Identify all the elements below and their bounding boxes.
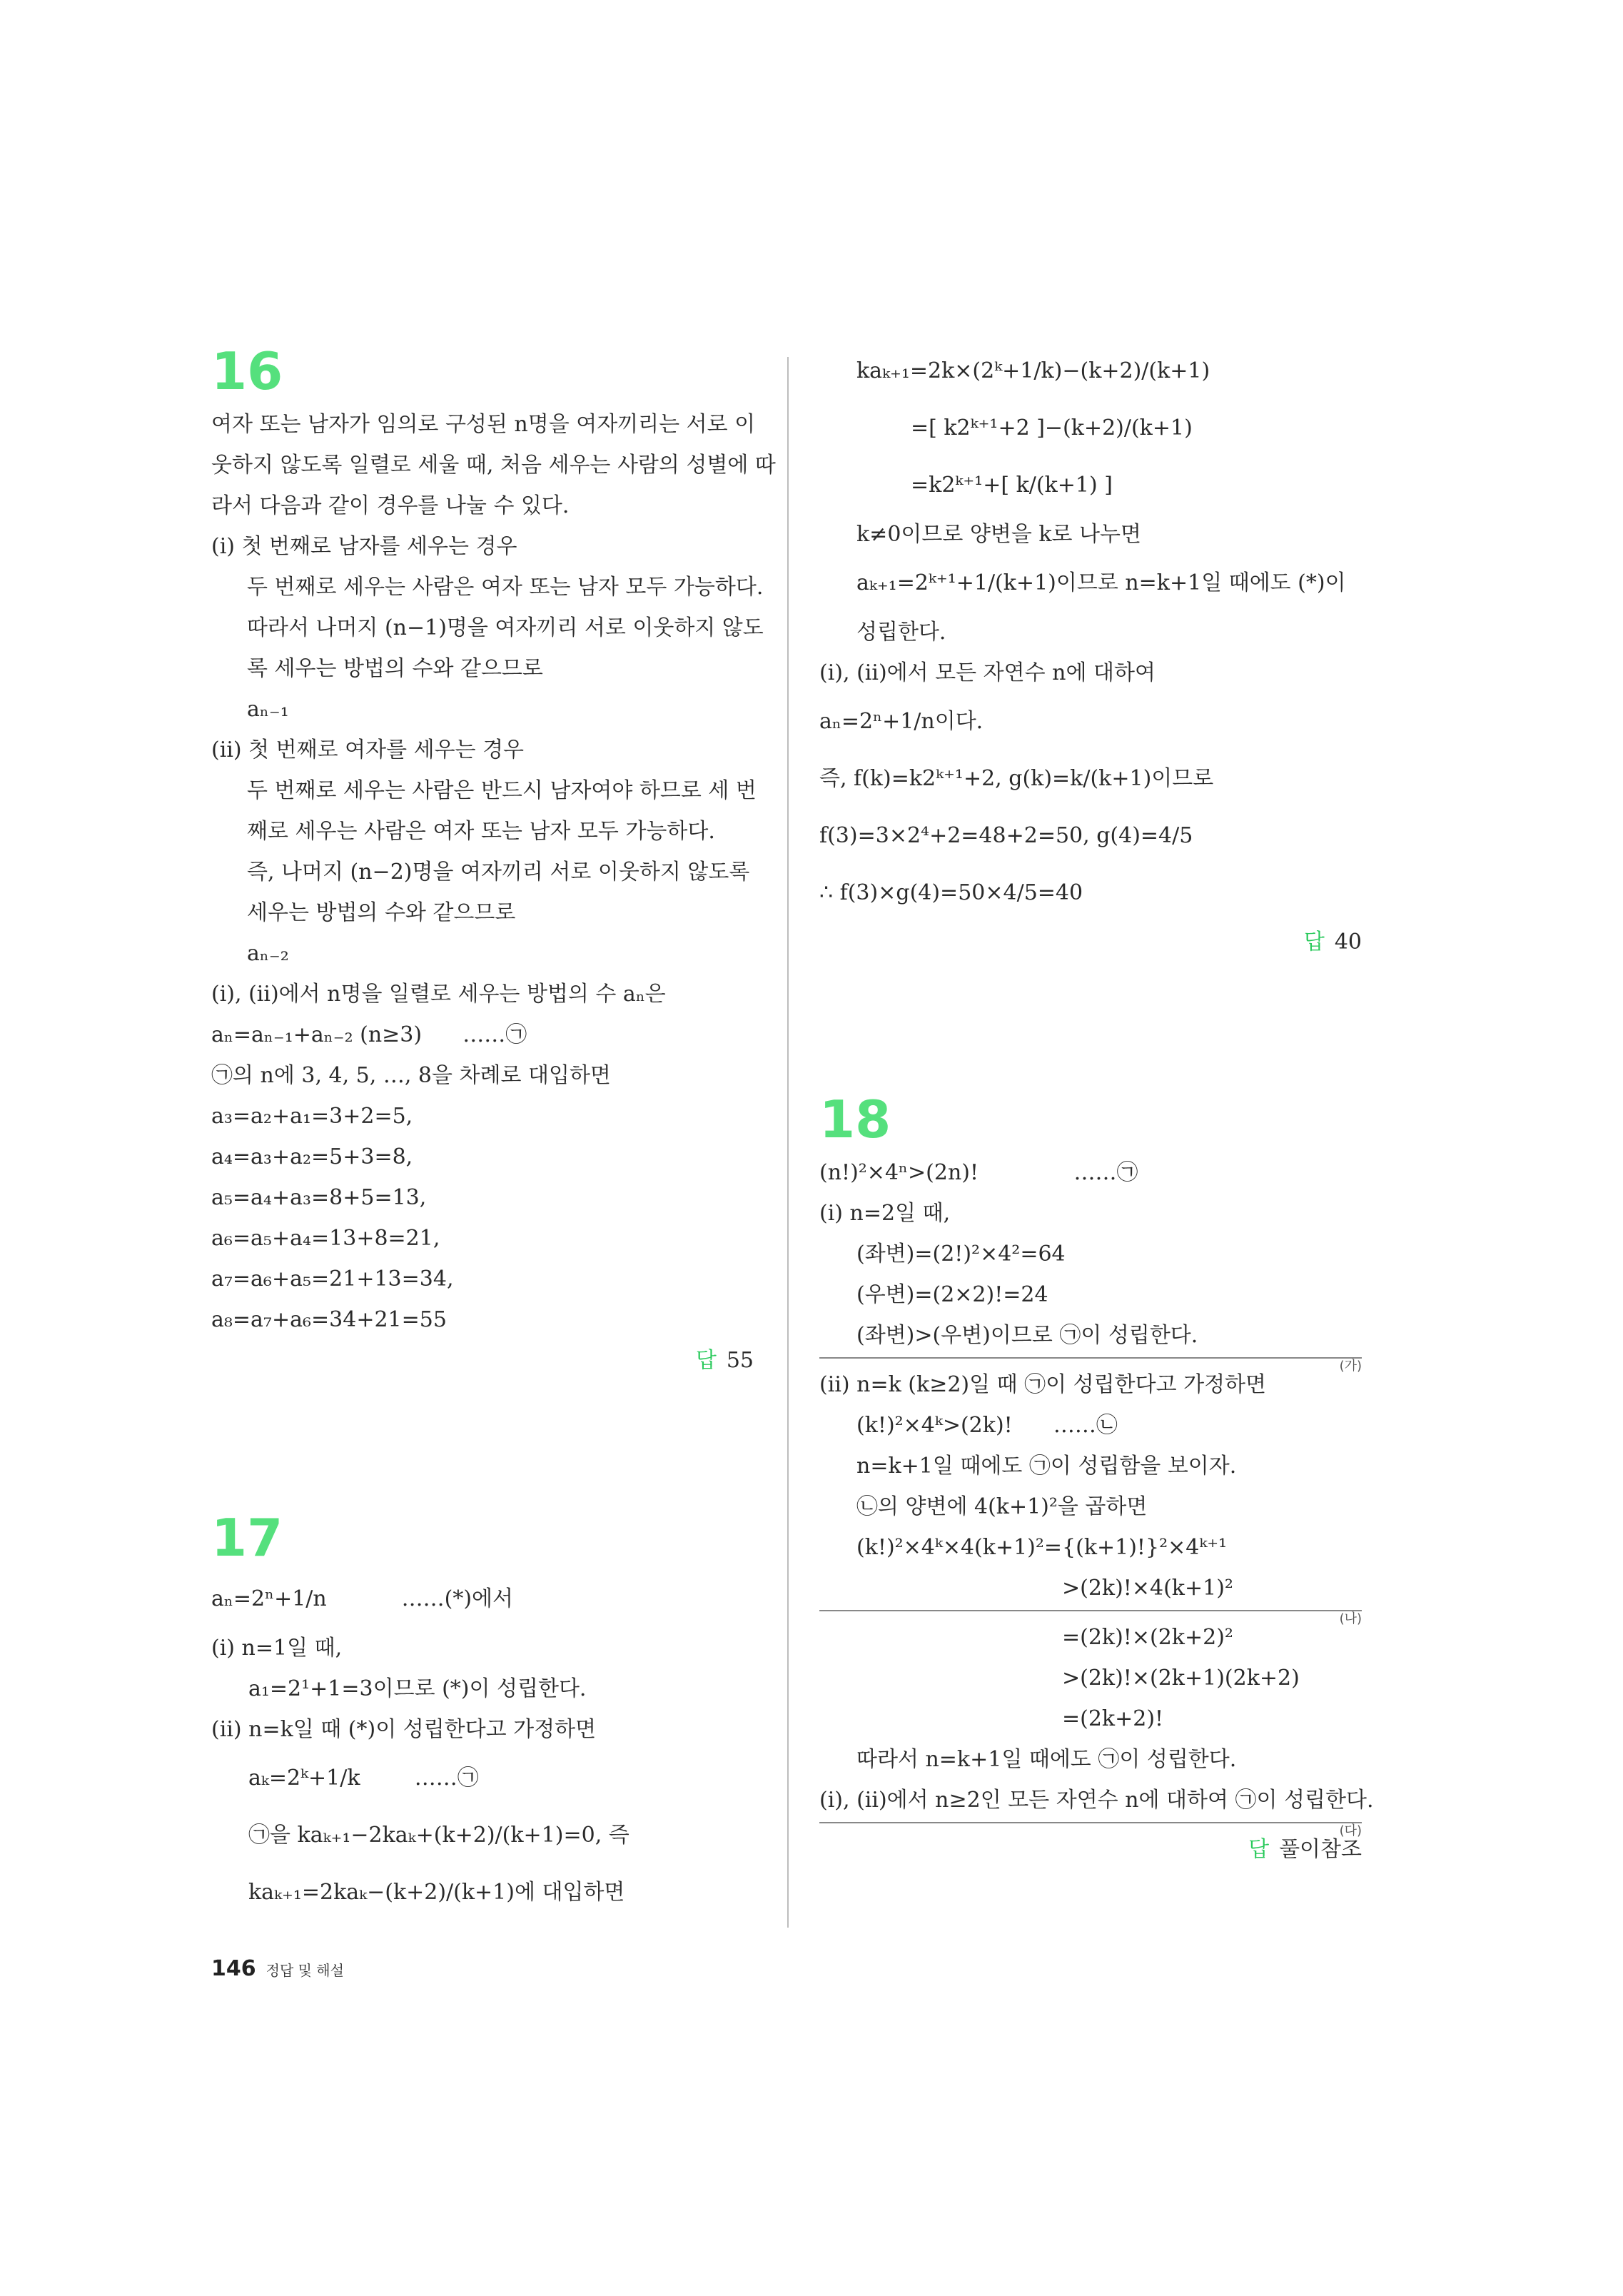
p16-line: 두 번째로 세우는 사람은 반드시 남자여야 하므로 세 번 — [247, 778, 757, 803]
column-divider — [787, 357, 789, 1928]
p17-cont-line: 즉, f(k)=k2ᵏ⁺¹+2, g(k)=k/(k+1)이므로 — [819, 766, 1214, 791]
answer-mark: 답 — [1248, 1837, 1270, 1862]
p16-line: 라서 다음과 같이 경우를 나눌 수 있다. — [211, 493, 570, 518]
p17-cont-line: (ⅰ), (ⅱ)에서 모든 자연수 n에 대하여 — [819, 660, 1156, 685]
p17-cont-line: ∴ f(3)×g(4)=50×4/5=40 — [819, 880, 1083, 905]
p18-line: (ⅱ) n=k (k≥2)일 때 ㉠이 성립한다고 가정하면 — [819, 1372, 1267, 1397]
p17-answer — [819, 922, 1362, 962]
p17-case-2: (ⅱ) n=k일 때 (*)이 성립한다고 가정하면 — [211, 1717, 597, 1742]
p18-line: ㉡의 양변에 4(k+1)²을 곱하면 — [856, 1494, 1148, 1519]
p17-line: kaₖ₊₁=2kaₖ−(k+2)/(k+1)에 대입하면 — [248, 1880, 625, 1905]
p16-line: aₙ₋₂ — [247, 941, 289, 966]
p18-line: (ⅰ) n=2일 때, — [819, 1201, 951, 1226]
p17-line: aₖ=2ᵏ+1/k ……㉠ — [248, 1766, 479, 1791]
p17-cont-line: k≠0이므로 양변을 k로 나누면 — [856, 522, 1141, 547]
p16-line: ㉠의 n에 3, 4, 5, …, 8을 차례로 대입하면 — [211, 1063, 611, 1088]
problem-17-number: 17 — [211, 1508, 283, 1568]
p18-line: =(2k)!×(2k+2)² — [1062, 1625, 1233, 1650]
p17-line: a₁=2¹+1=3이므로 (*)이 성립한다. — [248, 1676, 587, 1701]
p18-line: 따라서 n=k+1일 때에도 ㉠이 성립한다. — [856, 1747, 1237, 1772]
footer-label: 정답 및 해설 — [266, 1962, 344, 1979]
p16-case-2-heading: (ⅱ) 첫 번째로 여자를 세우는 경우 — [211, 737, 525, 762]
p16-calc: a₇=a₆+a₅=21+13=34, — [211, 1267, 454, 1292]
answer-mark: 답 — [1303, 930, 1325, 955]
p16-line: 웃하지 않도록 일렬로 세울 때, 처음 세우는 사람의 성별에 따 — [211, 453, 776, 478]
p16-line: 두 번째로 세우는 사람은 여자 또는 남자 모두 가능하다. — [247, 575, 764, 600]
blank-label: (나) — [1339, 1611, 1362, 1626]
p16-line: 따라서 나머지 (n−1)명을 여자끼리 서로 이웃하지 않도 — [247, 615, 764, 640]
page-footer — [211, 1956, 344, 1981]
p17-cont-line: aₙ=2ⁿ+1/n이다. — [819, 709, 984, 734]
p17-line: ㉠을 kaₖ₊₁−2kaₖ+(k+2)/(k+1)=0, 즉 — [248, 1823, 630, 1848]
p16-calc: a₄=a₃+a₂=5+3=8, — [211, 1144, 413, 1169]
p16-line: aₙ₋₁ — [247, 697, 289, 722]
p17-cont-line: kaₖ₊₁=2k×(2ᵏ+1/k)−(k+2)/(k+1) — [856, 358, 1210, 383]
p17-cont-line: aₖ₊₁=2ᵏ⁺¹+1/(k+1)이므로 n=k+1일 때에도 (*)이 — [856, 570, 1346, 595]
p17-cont-line: =k2ᵏ⁺¹+[ k/(k+1) ] — [911, 473, 1113, 498]
p17-case-1: (ⅰ) n=1일 때, — [211, 1636, 343, 1661]
p17-line: aₙ=2ⁿ+1/n ……(*)에서 — [211, 1586, 513, 1611]
answer-value: 55 — [726, 1348, 754, 1373]
p18-line: (ⅰ), (ⅱ)에서 n≥2인 모든 자연수 n에 대하여 ㉠이 성립한다. — [819, 1788, 1374, 1813]
p18-line: (좌변)>(우변)이므로 ㉠이 성립한다. — [856, 1323, 1198, 1348]
p16-calc: a₅=a₄+a₃=8+5=13, — [211, 1185, 427, 1210]
p18-line: (k!)²×4ᵏ>(2k)! ……㉡ — [856, 1413, 1118, 1438]
p16-line: 여자 또는 남자가 임의로 구성된 n명을 여자끼리는 서로 이 — [211, 412, 756, 437]
p16-calc: a₃=a₂+a₁=3+2=5, — [211, 1104, 413, 1129]
blank-label: (가) — [1339, 1359, 1362, 1374]
p18-line: (좌변)=(2!)²×4²=64 — [856, 1242, 1066, 1267]
blank-rule-c — [819, 1822, 1362, 1838]
answer-value: 40 — [1334, 930, 1362, 955]
left-column — [211, 341, 776, 1921]
p16-line: 록 세우는 방법의 수와 같으므로 — [247, 656, 543, 681]
p16-line: 째로 세우는 사람은 여자 또는 남자 모두 가능하다. — [247, 819, 715, 844]
p17-cont-line: 성립한다. — [856, 620, 946, 645]
p18-answer — [819, 1829, 1362, 1870]
p18-line: (n!)²×4ⁿ>(2n)! ……㉠ — [819, 1160, 1138, 1185]
p18-line: >(2k)!×(2k+1)(2k+2) — [1062, 1666, 1300, 1691]
p18-line: (우변)=(2×2)!=24 — [856, 1282, 1048, 1307]
p17-cont-line: f(3)=3×2⁴+2=48+2=50, g(4)=4/5 — [819, 823, 1193, 848]
blank-label: (다) — [1339, 1823, 1362, 1838]
p16-line: 즉, 나머지 (n−2)명을 여자끼리 서로 이웃하지 않도록 — [247, 860, 750, 885]
blank-rule-a — [819, 1357, 1362, 1374]
p18-line: n=k+1일 때에도 ㉠이 성립함을 보이자. — [856, 1454, 1237, 1479]
p16-recurrence: aₙ=aₙ₋₁+aₙ₋₂ (n≥3) ……㉠ — [211, 1022, 527, 1047]
p16-line: 세우는 방법의 수와 같으므로 — [247, 900, 516, 925]
p17-cont-line: =[ k2ᵏ⁺¹+2 ]−(k+2)/(k+1) — [911, 416, 1193, 440]
blank-rule-b — [819, 1610, 1362, 1626]
problem-16-number: 16 — [211, 341, 283, 401]
p16-line: (ⅰ), (ⅱ)에서 n명을 일렬로 세우는 방법의 수 aₙ은 — [211, 982, 666, 1007]
p16-calc: a₈=a₇+a₆=34+21=55 — [211, 1307, 447, 1332]
p16-calc: a₆=a₅+a₄=13+8=21, — [211, 1226, 440, 1251]
answer-value: 풀이참조 — [1279, 1837, 1362, 1862]
p16-answer — [211, 1340, 754, 1381]
right-column — [819, 343, 1374, 1870]
p18-line: (k!)²×4ᵏ×4(k+1)²={(k+1)!}²×4ᵏ⁺¹ — [856, 1535, 1228, 1560]
p18-line: =(2k+2)! — [1062, 1706, 1164, 1731]
p18-line: >(2k)!×4(k+1)² — [1062, 1576, 1233, 1601]
answer-mark: 답 — [695, 1348, 717, 1373]
problem-18-number: 18 — [819, 1089, 891, 1149]
p16-case-1-heading: (ⅰ) 첫 번째로 남자를 세우는 경우 — [211, 534, 517, 559]
page-number: 146 — [211, 1956, 256, 1981]
